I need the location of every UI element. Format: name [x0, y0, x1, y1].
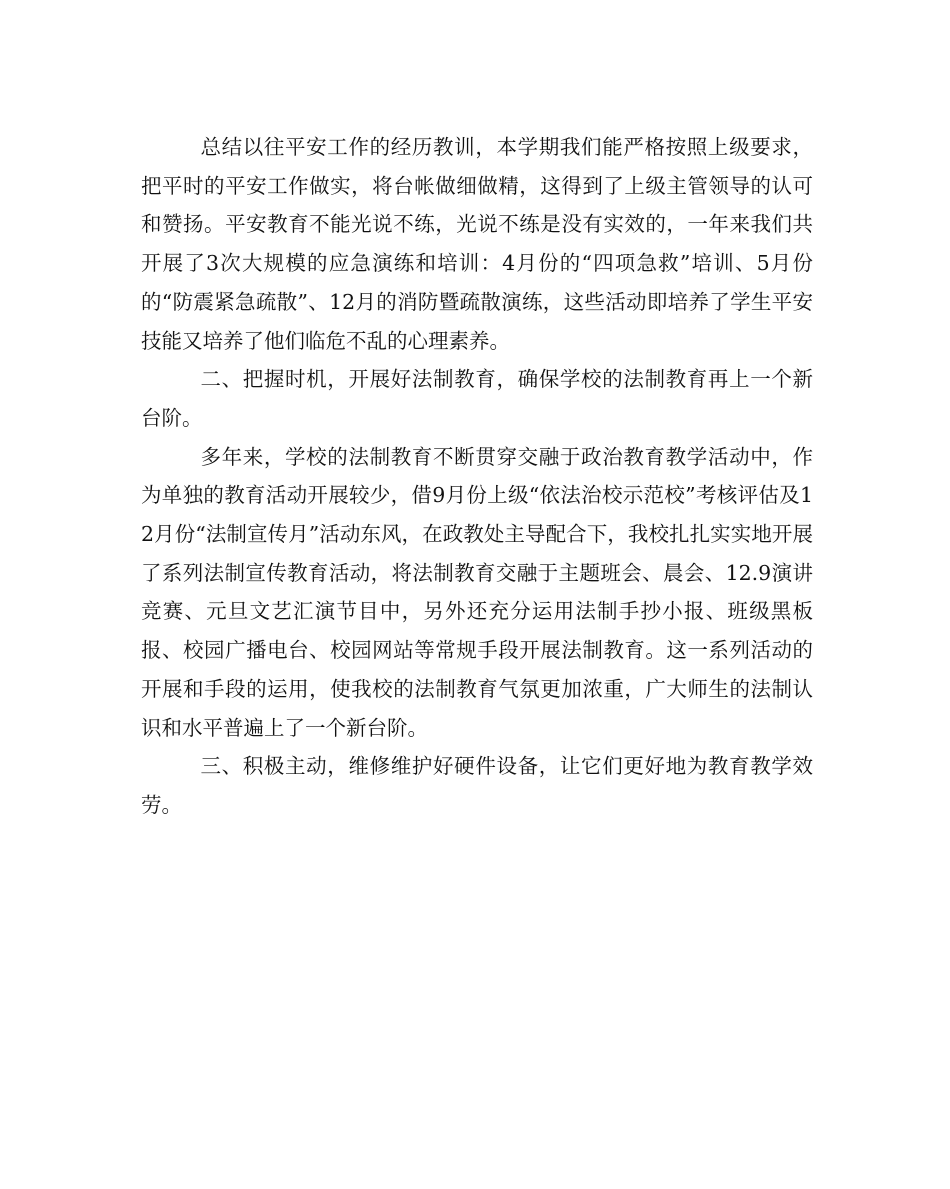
paragraph-safety-summary: 总结以往平安工作的经历教训，本学期我们能严格按照上级要求，把平时的平安工作做实，将台帐做细做精，这得到了上级主管领导的认可和赞扬。平安教育不能光说不练，光说不练是没有实效的，一年来我们共开展了3次大规模的应急演练和培训：4月份的“四项急救”培训、5月份的“防震紧急疏散”、12月的消防暨疏散演练，这些活动即培养了学生平安技能又培养了他们临危不乱的心理素养。	[141, 135, 813, 353]
paragraph-legal-education-activities: 多年来，学校的法制教育不断贯穿交融于政治教育教学活动中，作为单独的教育活动开展较少，借9月份上级“依法治校示范校”考核评估及12月份“法制宣传月”活动东风，在政教处主导配合下，我校扎扎实实地开展了系列法制宣传教育活动，将法制教育交融于主题班会、晨会、12.9演讲竞赛、元旦文艺汇演节目中，另外还充分运用法制手抄小报、班级黑板报、校园广播电台、校园网站等常规手段开展法制教育。这一系列活动的开展和手段的运用，使我校的法制教育气氛更加浓重，广大师生的法制认识和水平普遍上了一个新台阶。	[141, 444, 813, 740]
document-body	[141, 128, 813, 825]
paragraph-heading-hardware-maintenance: 三、积极主动，维修维护好硬件设备，让它们更好地为教育教学效劳。	[141, 754, 813, 817]
paragraph-heading-legal-education: 二、把握时机，开展好法制教育，确保学校的法制教育再上一个新台阶。	[141, 367, 813, 430]
